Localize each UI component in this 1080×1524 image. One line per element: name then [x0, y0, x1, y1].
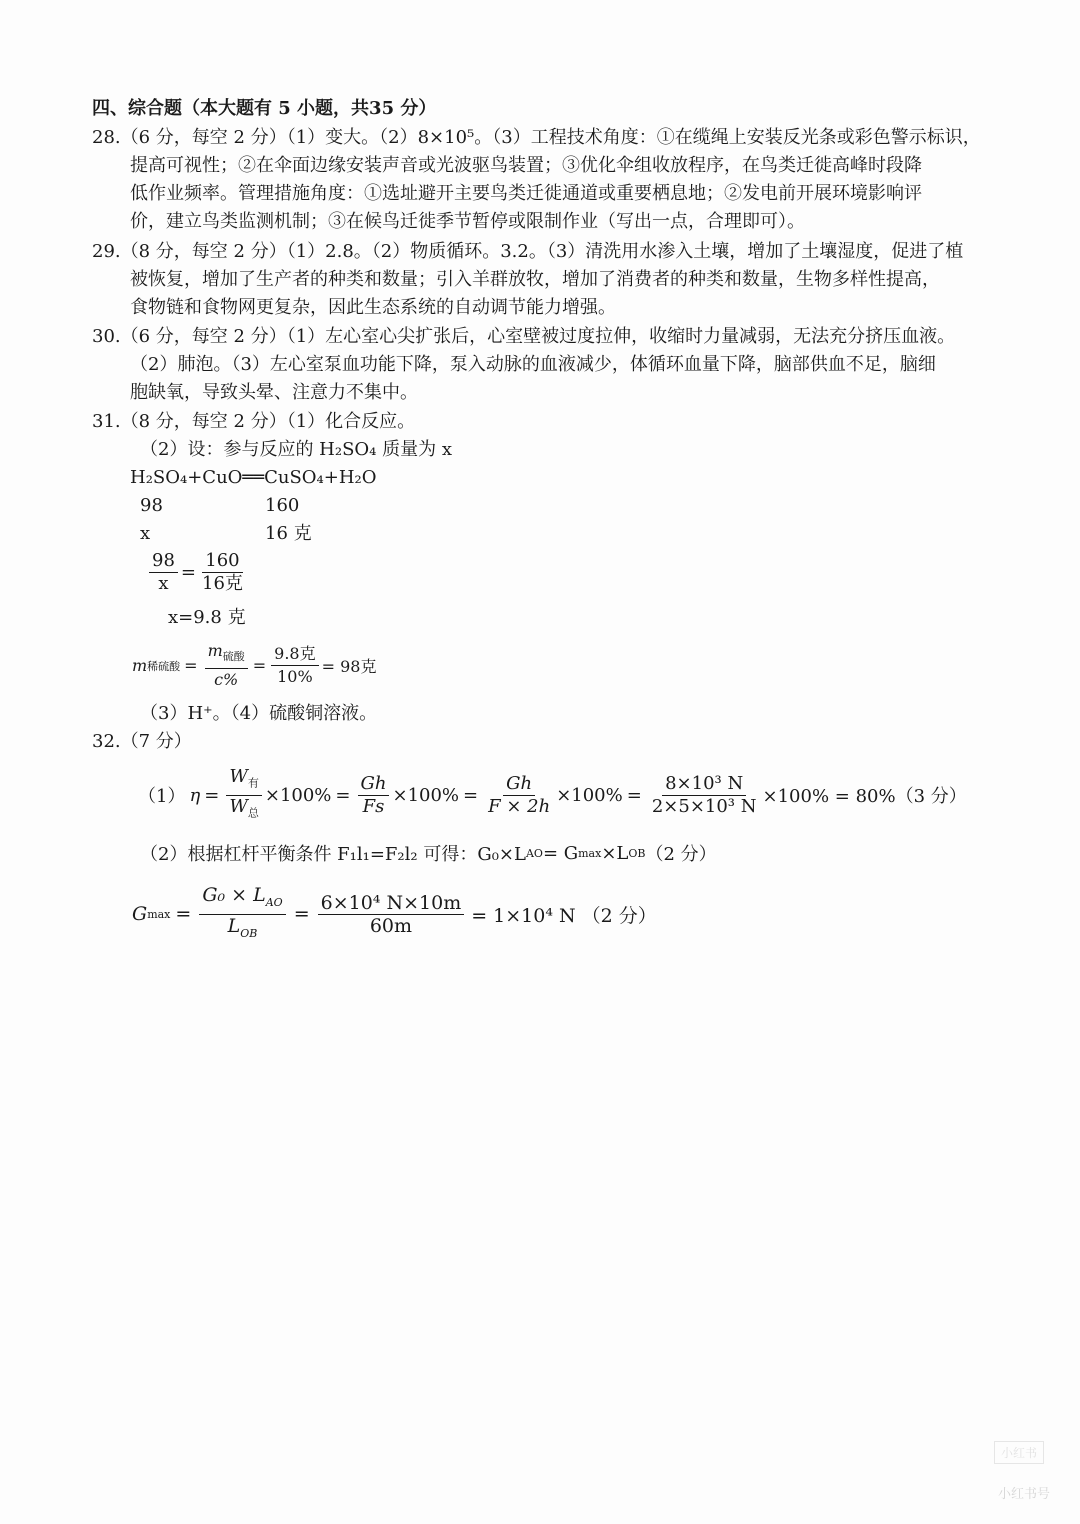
- q32-p2-max: max: [578, 846, 602, 860]
- q31-frac-right-den: 16克: [202, 573, 243, 594]
- q31-f2-result: = 98克: [321, 657, 377, 677]
- q31-line-last: （3）H⁺。（4）硫酸铜溶液。: [140, 703, 378, 724]
- q32-num-n: 8×10³ N: [662, 773, 746, 796]
- q28-line-2: 提高可视性；②在伞面边缘安装声音或光波驱鸟装置；③优化伞组收放程序，在鸟类迁徙高峰时段降: [130, 155, 922, 176]
- q31-frac-value: [271, 643, 318, 688]
- q32-gh-1: Gh: [358, 773, 390, 796]
- q31-f2-den: 10%: [277, 667, 313, 687]
- q32-w-you: 有: [247, 776, 259, 790]
- q32-frac-numeric: [649, 773, 760, 818]
- q31-frac-m: [205, 640, 248, 691]
- q31-ratio-b1: 160: [265, 495, 300, 516]
- q31-f2-num: 9.8克: [271, 643, 318, 666]
- q32-den3: 60m: [369, 914, 413, 937]
- q32-frac-gh-fs: [358, 773, 390, 818]
- q31-c-den: c%: [214, 670, 239, 690]
- q32-p2-ao: AO: [525, 846, 543, 860]
- watermark-text: 小红书号: [997, 1487, 1050, 1502]
- q32-efficiency-formula: （1） η = $\frac{W_有}{W_总}$ ×100% = $\frac{Gh}{Fs}$ ×100% = $\frac{Gh}{F \times 2h}$ ×100% = $\frac{\text{8×10³ N}}{\text{2×5×10³ N}}$ ×100% = 80%（3 分）: [138, 766, 967, 824]
- q31-frac-left-num: 98: [149, 550, 178, 573]
- q32-den-n: 2×5×10³ N: [651, 795, 757, 817]
- q32-p1-label: （1）: [138, 786, 186, 808]
- q31-proportion: $\frac{98}{x}$ = $\frac{160}{\text{16克}}$: [146, 550, 249, 595]
- q32-w-num: W: [229, 766, 248, 787]
- q32-p2-score: （2 分）: [645, 844, 717, 865]
- q32-pct-3: ×100%: [556, 784, 623, 806]
- watermark-logo: 小红书: [994, 1441, 1044, 1464]
- q31-frac-right-num: 160: [202, 550, 242, 573]
- q32-p2-line: [140, 840, 717, 866]
- q29-line-1: 29.（8 分，每空 2 分）（1）2.8。（2）物质循环。3.2。（3）清洗用水渗入土壤，增加了土壤湿度，促进了植: [92, 241, 964, 262]
- q31-m2-sub: 硫酸: [222, 650, 245, 664]
- q32-frac-values: [318, 892, 465, 937]
- q32-pct-2: ×100%: [392, 784, 460, 806]
- q31-result: x=9.8 克: [168, 607, 246, 628]
- q32-frac-w: [226, 766, 262, 824]
- section-title: 四、综合题（本大题有 5 小题，共35 分）: [92, 98, 437, 119]
- q31-mass-formula: m 稀硫酸 = $\frac{m_{硫酸}}{c\%}$ = $\frac{\text{9.8克}}{10\%}$ = 98克: [132, 641, 377, 690]
- q29-line-2: 被恢复，增加了生产者的种类和数量；引入羊群放牧，增加了消费者的种类和数量，生物多样性提高，: [130, 269, 940, 290]
- q32-f2h: F × 2h: [488, 795, 551, 817]
- q30-line-1: 30.（6 分，每空 2 分）（1）左心室心尖扩张后，心室壁被过度拉伸，收缩时力量减弱，无法充分挤压血液。: [92, 326, 956, 347]
- q31-frac-right: [199, 550, 246, 595]
- q29-line-3: 食物链和食物网更复杂，因此生态系统的自动调节能力增强。: [130, 297, 616, 318]
- q32-title: 32.（7 分）: [92, 731, 192, 752]
- q31-ratio-a2: x: [140, 523, 151, 544]
- q31-m-sub: 稀硫酸: [147, 659, 181, 673]
- q32-p2-ob: OB: [628, 846, 646, 860]
- q32-ob: OB: [240, 926, 258, 940]
- q28-line-3: 低作业频率。管理措施角度：①选址避开主要鸟类迁徙通道或重要栖息地；②发电前开展环境影响评: [130, 183, 922, 204]
- q30-line-3: 胞缺氧，导致头晕、注意力不集中。: [130, 382, 418, 403]
- q32-lob: L: [227, 914, 241, 937]
- q31-line-2: （2）设：参与反应的 H₂SO₄ 质量为 x: [140, 439, 452, 460]
- q32-frac-gh-f2h: [485, 773, 553, 818]
- q32-w-zong: 总: [247, 806, 259, 820]
- q32-w-den: W: [229, 795, 248, 817]
- q32-p2-mid: = G: [542, 842, 579, 864]
- q32-fs: Fs: [362, 795, 385, 817]
- q32-p2-text: （2）根据杠杆平衡条件 F₁l₁=F₂l₂ 可得：G₀×L: [140, 844, 526, 865]
- q31-equation: H₂SO₄+CuO══CuSO₄+H₂O: [130, 467, 377, 488]
- q32-gmax-formula: G max = $\frac{G_0 \times L_{AO}}{L_{OB}}$ = $\frac{\text{6×10⁴ N×10m}}{60m}$ = 1×10⁴ N （2 分）: [132, 884, 657, 945]
- q32-result-1: ×100% = 80%（3 分）: [762, 786, 967, 808]
- q31-frac-left-den: x: [158, 573, 169, 594]
- q32-result-3: = 1×10⁴ N （2 分）: [471, 904, 657, 927]
- q31-frac-left: [149, 550, 178, 595]
- q32-gh-2: Gh: [503, 773, 535, 796]
- q32-num3: 6×10⁴ N×10m: [318, 892, 465, 915]
- q32-g: G: [132, 903, 148, 926]
- q31-line-1: 31.（8 分，每空 2 分）（1）化合反应。: [92, 411, 416, 432]
- q31-ratio-a1: 98: [140, 495, 163, 516]
- q30-line-2: （2）肺泡。（3）左心室泵血功能下降，泵入动脉的血液减少，体循环血量下降，脑部供血不足，脑细: [130, 354, 936, 375]
- q32-frac-lever: [199, 884, 285, 945]
- q32-ao: AO: [265, 895, 283, 909]
- q31-m-label: m: [132, 656, 148, 676]
- q32-eta: η: [189, 784, 201, 806]
- q32-g-sub: max: [147, 907, 171, 921]
- q28-line-1: 28.（6 分，每空 2 分）（1）变大。（2）8×10⁵。（3）工程技术角度：①在缆绳上安装反光条或彩色警示标识，: [92, 127, 981, 148]
- q32-pct-1: ×100%: [264, 784, 332, 806]
- q31-ratio-b2: 16 克: [265, 523, 312, 544]
- q28-line-4: 价，建立鸟类监测机制；③在候鸟迁徙季节暂停或限制作业（写出一点，合理即可）。: [130, 211, 805, 232]
- q31-m2-label: m: [207, 641, 223, 660]
- q32-g0l: G₀ × L: [202, 884, 266, 906]
- q32-p2-times: ×L: [601, 842, 629, 864]
